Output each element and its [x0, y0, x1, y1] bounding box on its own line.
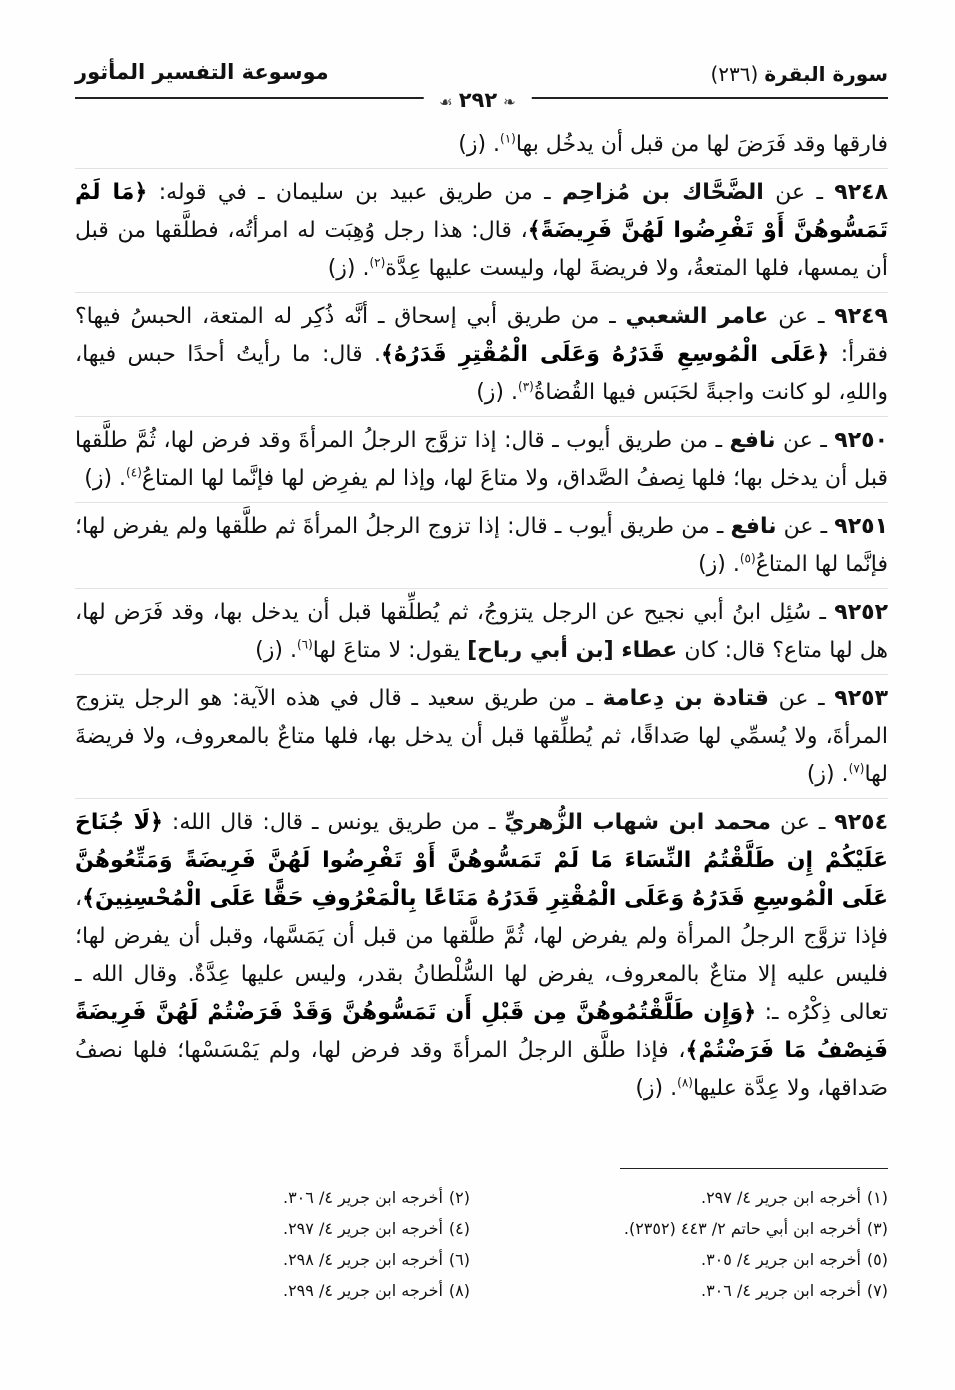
- narrator-name: الضَّحَّاك بن مُزاحِم: [561, 180, 764, 205]
- footnote-number: (٤): [448, 1219, 470, 1238]
- narrator-name: قتادة بن دِعامة: [602, 686, 769, 711]
- footnote-item: [490, 1182, 888, 1213]
- entry-text: ـ من طريق سعيد ـ قال في هذه الآية: هو الرجل يتزوج المرأةَ، ولا يُسمِّي لها صَداقًا، ثم يُطلِّقها قبل أن يدخل بها، فلها متاعٌ بالمعروف، ولا فريضةَ لها: [75, 686, 888, 787]
- entry: [75, 594, 888, 675]
- footnote-rule: [620, 1168, 888, 1169]
- footnote-text: أخرجه ابن جرير ٤/ ٢٩٧.: [700, 1188, 861, 1207]
- footnote-ref: (١): [500, 131, 516, 146]
- footnote-item: [490, 1244, 888, 1275]
- footnote-text: أخرجه ابن جرير ٤/ ٢٩٧.: [282, 1219, 443, 1238]
- entry-text: ـ عن: [770, 810, 835, 835]
- footnote-text: أخرجه ابن جرير ٤/ ٣٠٦.: [700, 1281, 861, 1300]
- footnote-text: أخرجه ابن جرير ٤/ ٢٩٩.: [282, 1281, 443, 1300]
- entry-number: ٩٢٥٣: [834, 686, 888, 711]
- entry-number: ٩٢٤٩: [834, 304, 888, 329]
- entry-text: ، قال: هذا رجل وُهِبَت له امرأتُه، فطلَّقها من قبل أن يمسها، فلها المتعةُ، ولا فريضةَ لها، وليست عليها عِدَّة: [75, 218, 888, 281]
- entry-text: ـ من طريق أبي إسحاق ـ أنَّه ذُكِر له المتعة، الحبسُ فيها؟ فقرأ:: [75, 304, 888, 367]
- entry-text: ـ سُئِل ابنُ أبي نجيح عن الرجل يتزوجُ، ثم يُطلِّقها قبل أن يدخل بها، وقد فَرَض لها، هل لها متاع؟ قال: كان: [75, 600, 888, 663]
- surah-title: سورة البقرة: [764, 62, 888, 86]
- footnote-item: [75, 1275, 470, 1306]
- main-text: [75, 126, 888, 1117]
- quran-verse: ﴿مَا لَمْ تَمَسُّوهُنَّ أَوْ تَفْرِضُوا لَهُنَّ فَرِيضَةً﴾: [75, 180, 888, 243]
- footnote-item: [490, 1275, 888, 1306]
- footnote-item: [75, 1182, 470, 1213]
- footnote-number: (٧): [866, 1281, 888, 1300]
- entry-text: ، فإذا تزوَّج الرجلُ المرأة ولم يفرض لها، ثُمَّ طلَّقها من قبل أن يَمَسَّها، وقبل أن يفرض لها؛ فليس عليه إلا متاعٌ بالمعروف، يفرض لها السُّلْطانُ بقدر، وليس عليها عِدَّةٌ. وقال الله ـ تعالى ذِكْرُه ـ:: [75, 886, 888, 1025]
- entry-text: . قال: ما رأيتُ أحدًا حبس فيها، واللهِ، لو كانت واجبةً لحَبَس فيها القُضاةُ: [75, 342, 888, 405]
- entry-text: . (ز): [476, 380, 518, 405]
- entry: [75, 804, 888, 1112]
- entry-text: . (ز): [698, 552, 740, 577]
- entry-text: . (ز): [806, 762, 849, 787]
- footnote-item: [490, 1213, 888, 1244]
- entry: [75, 508, 888, 589]
- entry: [75, 680, 888, 799]
- footnote-ref: (٥): [739, 551, 756, 566]
- narrator-name: نافع: [730, 514, 777, 539]
- quran-verse: ﴿وَإِن طَلَّقْتُمُوهُنَّ مِن قَبْلِ أَن تَمَسُّوهُنَّ وَقَدْ فَرَضْتُمْ لَهُنَّ فَرِيضَةً فَنِصْفُ مَا فَرَضْتُمْ﴾: [75, 1000, 888, 1063]
- ornament-icon: ☙: [439, 93, 453, 111]
- entry-text: ـ عن: [768, 686, 835, 711]
- footnote-item: [75, 1244, 470, 1275]
- entry-number: ٩٢٥٢: [834, 600, 888, 625]
- entry-text: ـ عن: [776, 514, 835, 539]
- quran-verse: ﴿عَلَى الْمُوسِعِ قَدَرُهُ وَعَلَى الْمُقْتِرِ قَدَرُهُ﴾: [381, 342, 830, 367]
- entry-text: ـ من طريق عبيد بن سليمان ـ في قوله:: [147, 180, 562, 205]
- footnote-ref: (٢): [369, 255, 386, 270]
- entry: [75, 174, 888, 293]
- entry-text: ـ من طريق أيوب ـ قال: إذا تزوَّج الرجلُ المرأةَ وقد فرض لها، ثُمَّ طلَّقها قبل أن يدخل بها؛ فلها نِصفُ الصَّداق، ولا متاعَ لها، وإذا لم يفرِض لها فإنَّما لها المتاعُ: [75, 428, 888, 491]
- ayah-number: (٢٣٦): [710, 62, 759, 86]
- entry-number: ٩٢٤٨: [834, 180, 888, 205]
- entry-number: ٩٢٥٤: [834, 810, 889, 835]
- entry-text: . (ز): [327, 256, 370, 281]
- entry-number: ٩٢٥٠: [834, 428, 888, 453]
- entry-text: . (ز): [458, 132, 501, 157]
- page-number-box: [423, 88, 531, 114]
- footnotes: [75, 1182, 888, 1306]
- footnote-ref: (٨): [677, 1075, 693, 1090]
- entry-text: ـ من طريق أيوب ـ قال: إذا تزوج الرجلُ المرأةَ ثم طلَّقها ولم يفرض لها؛ فإنَّما لها المتاعُ: [75, 514, 888, 577]
- footnote-text: أخرجه ابن أبي حاتم ٢/ ٤٤٣ (٢٣٥٢).: [623, 1219, 861, 1238]
- book-title: موسوعة التفسير المأثور: [75, 60, 329, 84]
- entry-text: ، فإذا طلَّق الرجلُ المرأةَ وقد فرض لها، ولم يَمْسَسْها؛ فلها نصفُ صَداقها، ولا عِدَّة عليها: [75, 1038, 888, 1101]
- entry: [75, 422, 888, 503]
- entry: [75, 298, 888, 417]
- narrator-name: محمد ابن شهاب الزُّهريِّ: [504, 810, 771, 835]
- entry-text: فارقها وقد فَرَضَ لها من قبل أن يدخُل بها: [515, 132, 888, 157]
- footnote-ref: (٤): [126, 465, 142, 480]
- entry-text: ـ من طريق يونس ـ قال: قال الله:: [162, 810, 505, 835]
- footnote-number: (٦): [448, 1250, 470, 1269]
- footnote-number: (١): [866, 1188, 888, 1207]
- footnote-text: أخرجه ابن جرير ٤/ ٣٠٥.: [700, 1250, 861, 1269]
- footnote-ref: (٣): [518, 379, 534, 394]
- surah-header: [710, 62, 888, 86]
- ornament-icon: ❧: [503, 93, 516, 111]
- footnote-text: أخرجه ابن جرير ٤/ ٢٩٨.: [282, 1250, 443, 1269]
- page-number: ٢٩٢: [458, 88, 498, 112]
- entry-text: . (ز): [84, 466, 127, 491]
- narrator-name: عامر الشعبي: [625, 304, 769, 329]
- footnote-number: (٣): [866, 1219, 888, 1238]
- footnote-ref: (٦): [296, 637, 313, 652]
- entry-number: ٩٢٥١: [834, 514, 888, 539]
- entry: [75, 126, 888, 169]
- footnote-ref: (٧): [848, 761, 865, 776]
- entry-text: ـ عن: [763, 180, 835, 205]
- footnote-number: (٥): [866, 1250, 888, 1269]
- narrator-name: عطاء [بن أبي رباح]: [467, 638, 678, 663]
- entry-text: ـ عن: [775, 428, 835, 453]
- entry-text: ـ عن: [768, 304, 835, 329]
- entry-text: . (ز): [255, 638, 297, 663]
- entry-text: يقول: لا متاعَ لها: [312, 638, 468, 663]
- footnote-item: [75, 1213, 470, 1244]
- footnote-number: (٨): [448, 1281, 470, 1300]
- footnote-text: أخرجه ابن جرير ٤/ ٣٠٦.: [282, 1188, 443, 1207]
- narrator-name: نافع: [729, 428, 776, 453]
- footnote-number: (٢): [448, 1188, 470, 1207]
- entry-text: . (ز): [635, 1076, 678, 1101]
- quran-verse: ﴿لَا جُنَاحَ عَلَيْكُمْ إِن طَلَّقْتُمُ النِّسَاءَ مَا لَمْ تَمَسُّوهُنَّ أَوْ تَفْرِضُوا لَهُنَّ فَرِيضَةً وَمَتِّعُوهُنَّ عَلَى الْمُوسِعِ قَدَرُهُ وَعَلَى الْمُقْتِرِ قَدَرُهُ مَتَاعًا بِالْمَعْرُوفِ حَقًّا عَلَى الْمُحْسِنِينَ﴾: [75, 810, 888, 911]
